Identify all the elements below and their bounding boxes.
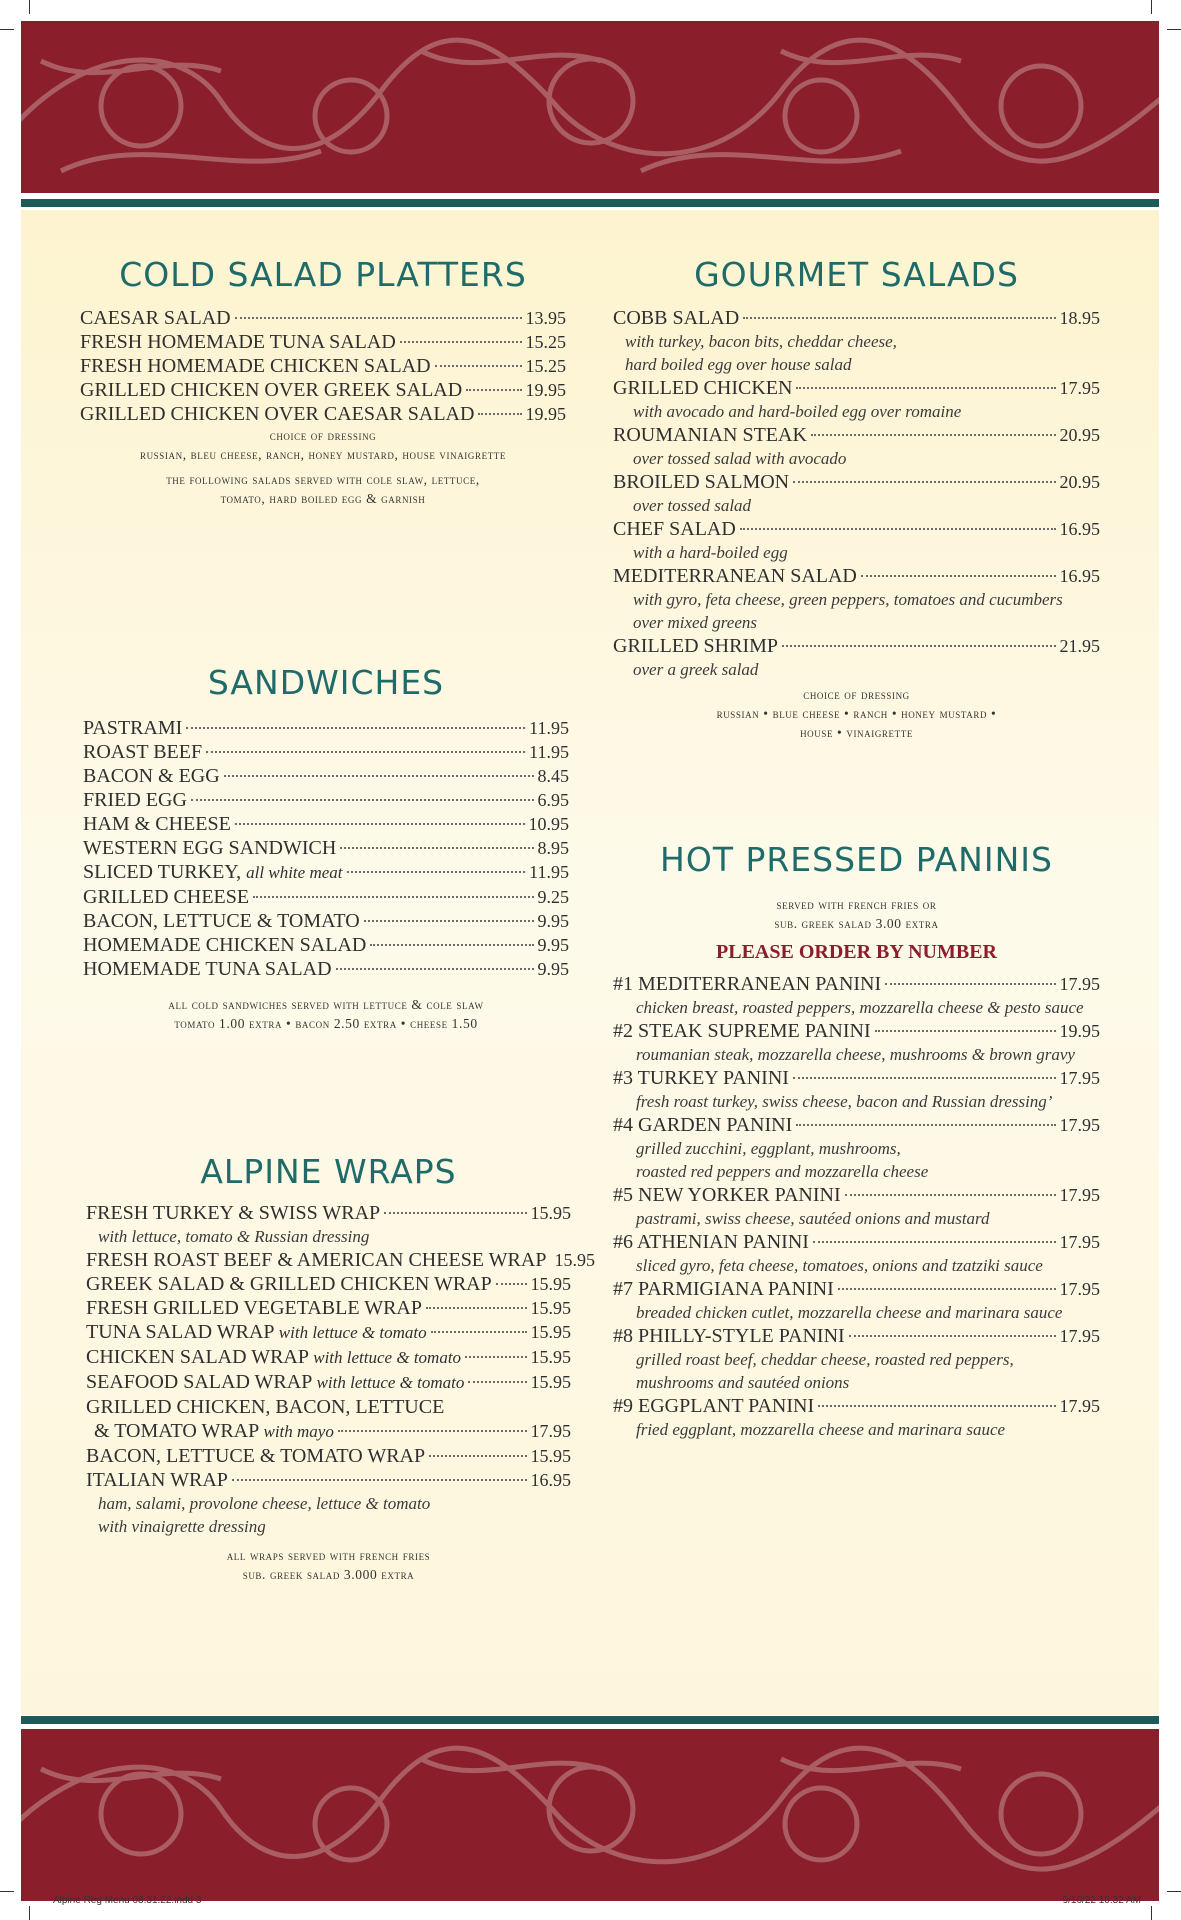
top-ornament-band [21,21,1159,193]
crop-mark [29,0,30,14]
section-title: ALPINE WRAPS [200,1152,457,1191]
top-teal-rule [21,199,1159,207]
item-description: over tossed salad with avocado [633,449,847,468]
menu-item: #5 NEW YORKER PANINI 17.95 [613,1184,1100,1206]
wraps-section [86,1152,595,1584]
item-description: over tossed salad [633,496,752,515]
item-description: with a hard-boiled egg [633,543,788,562]
menu-item: #2 STEAK SUPREME PANINI 19.95 [613,1020,1100,1042]
print-slug-left: Alpine Reg Menu 08.31.22.indd 3 [53,1895,202,1906]
sandwiches-section [83,663,569,1033]
menu-item: #1 MEDITERRANEAN PANINI 17.95 [613,973,1100,995]
menu-item: FRESH ROAST BEEF & AMERICAN CHEESE WRAP 15.95 [86,1249,595,1271]
menu-item: HOMEMADE CHICKEN SALAD 9.95 [83,934,569,956]
crop-mark [0,29,14,30]
menu-item: PASTRAMI 11.95 [83,717,569,739]
menu-item: BROILED SALMON 20.95 [613,471,1100,493]
menu-item: WESTERN EGG SANDWICH 8.95 [83,837,569,859]
menu-item: BACON & EGG 8.45 [83,765,569,787]
item-description: with avocado and hard-boiled egg over romaine [633,402,962,421]
crop-mark [0,1891,14,1892]
menu-item: #3 TURKEY PANINI 17.95 [613,1067,1100,1089]
menu-item: FRESH TURKEY & SWISS WRAP 15.95 [86,1202,571,1224]
menu-item: GRILLED CHICKEN 17.95 [613,377,1100,399]
menu-item: TUNA SALAD WRAP with lettuce & tomato 15.95 [86,1321,571,1343]
print-slug-right: 9/10/22 10:32 AM [1062,1895,1141,1906]
item-description: breaded chicken cutlet, mozzarella cheese and marinara sauce [636,1303,1063,1322]
crop-mark [1151,0,1152,14]
item-description: fried eggplant, mozzarella cheese and marinara sauce [636,1420,1006,1439]
menu-item: SEAFOOD SALAD WRAP with lettuce & tomato 15.95 [86,1371,571,1393]
menu-item: #6 ATHENIAN PANINI 17.95 [613,1231,1100,1253]
item-description: fresh roast turkey, swiss cheese, bacon and Russian dressing’ [636,1092,1053,1111]
crop-mark [1167,1891,1181,1892]
item-description: pastrami, swiss cheese, sautéed onions and mustard [636,1209,990,1228]
bottom-ornament-band [21,1729,1159,1901]
menu-item: CHICKEN SALAD WRAP with lettuce & tomato 15.95 [86,1346,571,1368]
dressing-title: choice of dressing [269,428,377,443]
menu-item: SLICED TURKEY, all white meat 11.95 [83,861,569,883]
served-note: the following salads served with cole slaw, lettuce, [166,472,480,487]
menu-item: MEDITERRANEAN SALAD 16.95 [613,565,1100,587]
menu-item: #7 PARMIGIANA PANINI 17.95 [613,1278,1100,1300]
menu-item: FRESH HOMEMADE TUNA SALAD 15.25 [80,331,566,353]
menu-item: COBB SALAD 18.95 [613,307,1100,329]
menu-item: BACON, LETTUCE & TOMATO WRAP 15.95 [86,1445,571,1467]
item-description: with gyro, feta cheese, green peppers, tomatoes and cucumbers [633,590,1063,609]
panini-note: served with french fries or [776,897,937,912]
item-description: mushrooms and sautéed onions [636,1373,850,1392]
dressing-title: choice of dressing [803,687,910,702]
crop-mark [1167,29,1181,30]
section-title: GOURMET SALADS [694,255,1019,294]
served-note: tomato, hard boiled egg & garnish [220,491,426,506]
menu-item: CHEF SALAD 16.95 [613,518,1100,540]
item-description: sliced gyro, feta cheese, tomatoes, onions and tzatziki sauce [636,1256,1043,1275]
item-description: hard boiled egg over house salad [625,355,852,374]
crop-mark [29,1906,30,1920]
scroll-ornament [21,21,1159,193]
item-description: ham, salami, provolone cheese, lettuce & tomato [98,1494,431,1513]
item-description: grilled zucchini, eggplant, mushrooms, [636,1139,901,1158]
gourmet-section [613,255,1100,742]
menu-item: #9 EGGPLANT PANINI 17.95 [613,1395,1100,1417]
cold-salad-section [80,255,566,508]
wraps-note: all wraps served with french fries [226,1548,431,1563]
item-description: over mixed greens [633,613,757,632]
menu-item: HOMEMADE TUNA SALAD 9.95 [83,958,569,980]
menu-item: ROUMANIAN STEAK 20.95 [613,424,1100,446]
menu-item: & TOMATO WRAP with mayo 17.95 [94,1420,571,1442]
dressing-list: russian, bleu cheese, ranch, honey mustard, house vinaigrette [139,447,506,462]
item-description: with turkey, bacon bits, cheddar cheese, [625,332,897,351]
menu-item: CAESAR SALAD 13.95 [80,307,566,329]
menu-item: #4 GARDEN PANINI 17.95 [613,1114,1100,1136]
menu-item: BACON, LETTUCE & TOMATO 9.95 [83,910,569,932]
menu-item: GRILLED SHRIMP 21.95 [613,635,1100,657]
menu-item-title-line: GRILLED CHICKEN, BACON, LETTUCE [86,1396,445,1418]
sandwich-note: tomato 1.00 extra • bacon 2.50 extra • cheese 1.50 [174,1016,478,1031]
item-description: chicken breast, roasted peppers, mozzarella cheese & pesto sauce [636,998,1084,1017]
menu-item: FRESH GRILLED VEGETABLE WRAP 15.95 [86,1297,571,1319]
section-title: SANDWICHES [207,663,445,702]
panini-note: sub. greek salad 3.00 extra [774,916,939,931]
scroll-ornament [21,1729,1159,1901]
item-description: roumanian steak, mozzarella cheese, mushrooms & brown gravy [636,1045,1075,1064]
item-description: with lettuce, tomato & Russian dressing [98,1227,370,1246]
menu-item: ITALIAN WRAP 16.95 [86,1469,571,1491]
wraps-note: sub. greek salad 3.000 extra [242,1567,415,1582]
dressing-list: house • vinaigrette [800,725,913,740]
item-description: with vinaigrette dressing [98,1517,266,1536]
menu-item: GRILLED CHICKEN OVER GREEK SALAD 19.95 [80,379,566,401]
menu-item: GRILLED CHICKEN OVER CAESAR SALAD 19.95 [80,403,566,425]
menu-item: #8 PHILLY-STYLE PANINI 17.95 [613,1325,1100,1347]
item-description: over a greek salad [633,660,759,679]
item-description: grilled roast beef, cheddar cheese, roasted red peppers, [636,1350,1014,1369]
item-description: roasted red peppers and mozzarella cheese [636,1162,929,1181]
sandwich-note: all cold sandwiches served with lettuce & cole slaw [168,997,484,1012]
section-title: COLD SALAD PLATTERS [119,255,527,294]
crop-mark [1151,1906,1152,1920]
menu-item: HAM & CHEESE 10.95 [83,813,569,835]
menu-item: ROAST BEEF 11.95 [83,741,569,763]
menu-item: GREEK SALAD & GRILLED CHICKEN WRAP 15.95 [86,1273,571,1295]
menu-item: FRIED EGG 6.95 [83,789,569,811]
dressing-list: russian • blue cheese • ranch • honey mustard • [716,706,997,721]
paninis-section [613,840,1100,1441]
menu-item: GRILLED CHEESE 9.25 [83,886,569,908]
menu-item: FRESH HOMEMADE CHICKEN SALAD 15.25 [80,355,566,377]
order-by-number-note: PLEASE ORDER BY NUMBER [716,941,997,963]
section-title: HOT PRESSED PANINIS [660,840,1053,879]
bottom-teal-rule [21,1716,1159,1724]
